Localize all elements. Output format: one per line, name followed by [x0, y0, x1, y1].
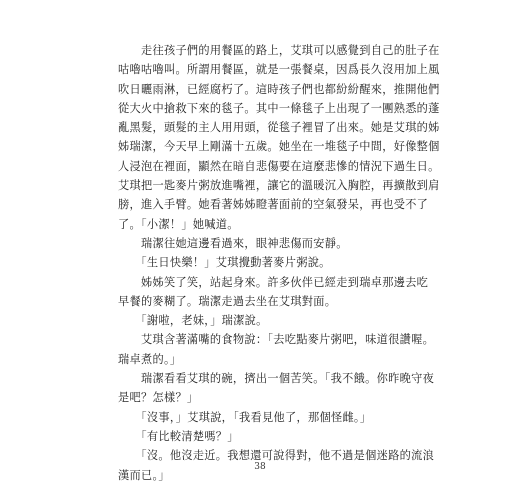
text-line: 瑞潔看看艾琪的碗，擠出一個苦笑。「我不餓。你昨晚守夜: [118, 372, 435, 386]
text-line: 姊姊笑了笑，站起身來。許多伙伴已經走到瑞卓那邊去吃: [118, 275, 429, 289]
text-line: 瑞潔往她這邊看過來，眼神悲傷而安靜。: [118, 236, 348, 250]
text-line: 姊瑞潔，今天早上剛滿十五歲。她坐在一堆毯子中間，好像整個: [118, 140, 440, 154]
text-line: 膀，進入手臂。她看著姊姊瞪著面前的空氣發呆，再也受不了: [118, 198, 429, 212]
text-line: 是吧？怎樣？」: [118, 391, 199, 405]
text-line: 早餐的麥糊了。瑞潔走過去坐在艾琪對面。: [118, 294, 337, 308]
text-line: 艾琪含著滿嘴的食物說：「去吃點麥片粥吧，味道很讚喔。: [118, 333, 435, 347]
text-line: 「沒事，」艾琪說，「我看見他了，那個怪雌。」: [118, 410, 372, 424]
body-text: [118, 41, 440, 485]
text-line: 「沒。他沒走近。我想還可說得對，他不過是個迷路的流浪: [118, 449, 435, 463]
text-line: 吹日曬雨淋，已經腐朽了。這時孩子們也都紛紛醒來，推開他們: [118, 82, 440, 96]
text-line: 亂黑髮，頭髮的主人用用頭，從毯子裡冒了出來。她是艾琪的姊: [118, 121, 440, 135]
text-line: 走往孩子們的用餐區的路上，艾琪可以感覺到自己的肚子在: [118, 44, 440, 57]
text-line: 「有比較清楚嗎？」: [118, 429, 239, 443]
text-line: 「謝啦，老妹，」瑞潔說。: [118, 314, 268, 328]
text-line: 瑞卓煮的。」: [118, 352, 182, 366]
text-line: 艾琪把一匙麥片粥放進嘴裡，讓它的溫暖沉入胸腔，再擴散到肩: [118, 179, 440, 193]
text-line: 咕嚕咕嚕叫。所謂用餐區，就是一張餐桌，因爲長久沒用加上風: [118, 63, 440, 77]
text-line: 漢而已。」: [118, 468, 170, 482]
page-number: 38: [254, 462, 266, 472]
text-line: 「生日快樂！」艾琪攪動著麥片粥說。: [118, 256, 331, 270]
text-line: 從大火中搶救下來的毯子。其中一條毯子上出現了一團熟悉的蓬: [118, 101, 440, 115]
text-line: 人浸泡在裡面，顯然在暗自悲傷要在這麼悲慘的情況下過生日。: [118, 159, 440, 173]
text-line: 了。「小潔！」她喊道。: [118, 217, 239, 231]
